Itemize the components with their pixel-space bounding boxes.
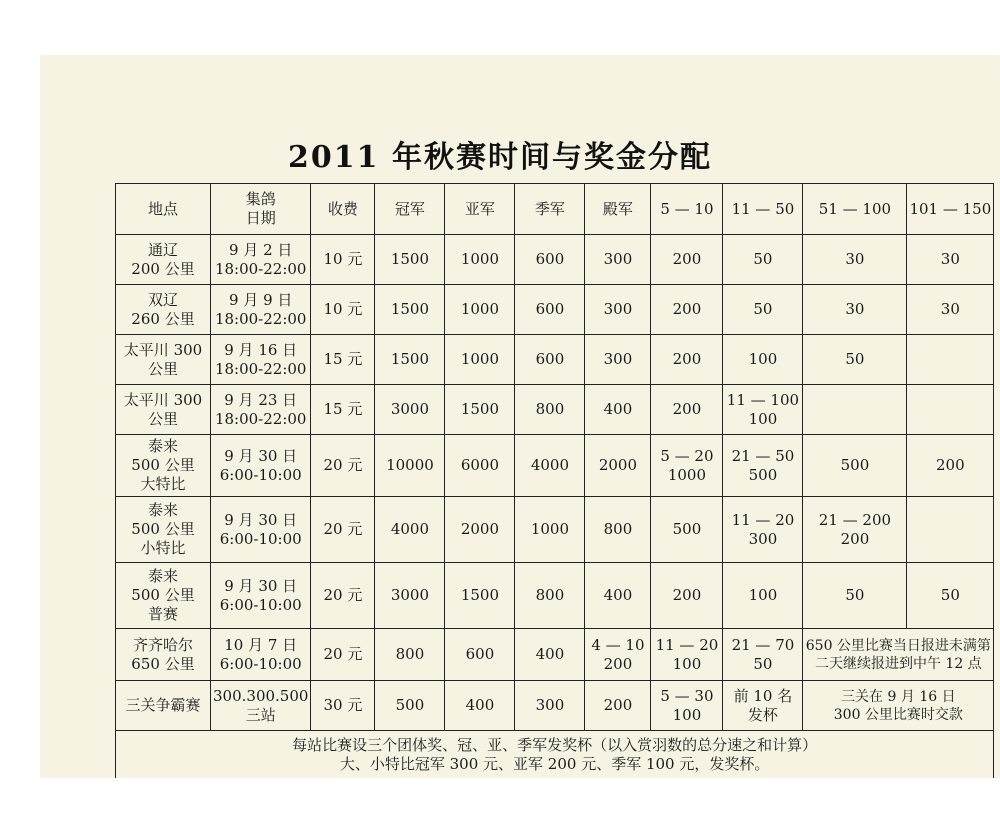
- table-cell-fee: 30 元: [311, 681, 375, 731]
- table-cell-second: 1000: [445, 235, 515, 285]
- table-cell-first: 1500: [375, 285, 445, 335]
- table-cell-r5-10: 5 — 20 1000: [651, 435, 723, 497]
- table-cell-r5-10: 5 — 30 100: [651, 681, 723, 731]
- table-cell-note: 650 公里比赛当日报进未满第 二天继续报进到中午 12 点: [803, 629, 994, 681]
- column-header: 51 — 100: [803, 184, 907, 235]
- table-cell-r51-100: 50: [803, 563, 907, 629]
- table-cell-fee: 20 元: [311, 497, 375, 563]
- column-header: 地点: [116, 184, 211, 235]
- table-cell-r51-100: [803, 385, 907, 435]
- table-cell-r5-10: 11 — 20 100: [651, 629, 723, 681]
- table-cell-fourth: 800: [585, 497, 651, 563]
- table-row: [116, 335, 994, 385]
- table-cell-third: 1000: [515, 497, 585, 563]
- table-cell-fee: 15 元: [311, 385, 375, 435]
- table-cell-second: 1000: [445, 285, 515, 335]
- table-cell-r101-150: [907, 335, 994, 385]
- table-cell-r11-50: 100: [723, 563, 803, 629]
- table-cell-r11-50: 21 — 70 50: [723, 629, 803, 681]
- table-cell-date: 9 月 30 日 6:00-10:00: [211, 435, 311, 497]
- table-row: [116, 629, 994, 681]
- table-cell-r51-100: 21 — 200 200: [803, 497, 907, 563]
- column-header: 集鸽 日期: [211, 184, 311, 235]
- table-cell-r11-50: 11 — 100 100: [723, 385, 803, 435]
- table-cell-third: 800: [515, 563, 585, 629]
- table-cell-date: 9 月 30 日 6:00-10:00: [211, 497, 311, 563]
- table-cell-fourth: 400: [585, 385, 651, 435]
- table-cell-place: 泰来 500 公里 小特比: [116, 497, 211, 563]
- table-cell-r5-10: 200: [651, 335, 723, 385]
- page-title: 2011 年秋赛时间与奖金分配: [288, 140, 712, 175]
- table-cell-fee: 20 元: [311, 629, 375, 681]
- table-cell-r11-50: 11 — 20 300: [723, 497, 803, 563]
- table-cell-place: 泰来 500 公里 大特比: [116, 435, 211, 497]
- table-cell-r5-10: 200: [651, 285, 723, 335]
- table-cell-r101-150: [907, 385, 994, 435]
- table-cell-date: 9 月 30 日 6:00-10:00: [211, 563, 311, 629]
- table-cell-r5-10: 200: [651, 563, 723, 629]
- table-cell-r5-10: 200: [651, 235, 723, 285]
- table-cell-third: 400: [515, 629, 585, 681]
- table-cell-fee: 10 元: [311, 235, 375, 285]
- table-cell-fee: 20 元: [311, 563, 375, 629]
- table-cell-r51-100: 30: [803, 235, 907, 285]
- table-row: [116, 235, 994, 285]
- table-cell-first: 500: [375, 681, 445, 731]
- column-header: 殿军: [585, 184, 651, 235]
- table-cell-date: 9 月 16 日 18:00-22:00: [211, 335, 311, 385]
- table-cell-fourth: 4 — 10 200: [585, 629, 651, 681]
- table-row: [116, 385, 994, 435]
- table-cell-third: 800: [515, 385, 585, 435]
- table-cell-fee: 10 元: [311, 285, 375, 335]
- table-cell-r51-100: 30: [803, 285, 907, 335]
- table-cell-place: 泰来 500 公里 普赛: [116, 563, 211, 629]
- footer-note: [116, 731, 994, 779]
- table-cell-first: 4000: [375, 497, 445, 563]
- table-cell-third: 600: [515, 335, 585, 385]
- table-cell-place: 通辽 200 公里: [116, 235, 211, 285]
- table-cell-r101-150: 30: [907, 235, 994, 285]
- table-cell-second: 1000: [445, 335, 515, 385]
- table-cell-place: 齐齐哈尔 650 公里: [116, 629, 211, 681]
- table-cell-second: 2000: [445, 497, 515, 563]
- table-cell-third: 600: [515, 285, 585, 335]
- table-cell-r11-50: 50: [723, 285, 803, 335]
- table-cell-r11-50: 21 — 50 500: [723, 435, 803, 497]
- table-row: [116, 563, 994, 629]
- table-cell-fee: 15 元: [311, 335, 375, 385]
- table-cell-place: 太平川 300 公里: [116, 335, 211, 385]
- table-cell-second: 1500: [445, 563, 515, 629]
- table-cell-fourth: 300: [585, 235, 651, 285]
- scan-margin: [0, 778, 1000, 835]
- column-header: 101 — 150: [907, 184, 994, 235]
- table-row: [116, 435, 994, 497]
- table-cell-r11-50: 50: [723, 235, 803, 285]
- table-cell-first: 10000: [375, 435, 445, 497]
- table-cell-fourth: 300: [585, 335, 651, 385]
- table-cell-first: 1500: [375, 235, 445, 285]
- column-header: 收费: [311, 184, 375, 235]
- footer-line-2: 大、小特比冠军 300 元、亚军 200 元、季军 100 元，发奖杯。: [339, 754, 770, 773]
- table-cell-third: 300: [515, 681, 585, 731]
- table-cell-second: 1500: [445, 385, 515, 435]
- column-header: 季军: [515, 184, 585, 235]
- table-cell-first: 3000: [375, 385, 445, 435]
- table-row: [116, 497, 994, 563]
- table-cell-place: 双辽 260 公里: [116, 285, 211, 335]
- table-cell-r101-150: [907, 497, 994, 563]
- table-cell-r101-150: 50: [907, 563, 994, 629]
- table-row: [116, 285, 994, 335]
- table-cell-r101-150: 200: [907, 435, 994, 497]
- table-cell-fee: 20 元: [311, 435, 375, 497]
- table-cell-place: 三关争霸赛: [116, 681, 211, 731]
- footer-line-1: 每站比赛设三个团体奖、冠、亚、季军发奖杯（以入赏羽数的总分速之和计算）: [292, 735, 818, 754]
- table-cell-date: 300.300.500 三站: [211, 681, 311, 731]
- table-cell-fourth: 200: [585, 681, 651, 731]
- column-header: 冠军: [375, 184, 445, 235]
- table-cell-second: 6000: [445, 435, 515, 497]
- table-cell-place: 太平川 300 公里: [116, 385, 211, 435]
- column-header: 5 — 10: [651, 184, 723, 235]
- table-cell-r51-100: 50: [803, 335, 907, 385]
- table-cell-r5-10: 200: [651, 385, 723, 435]
- table-cell-third: 600: [515, 235, 585, 285]
- table-cell-date: 10 月 7 日 6:00-10:00: [211, 629, 311, 681]
- table-cell-r51-100: 500: [803, 435, 907, 497]
- table-cell-r11-50: 100: [723, 335, 803, 385]
- footer-row: [116, 731, 994, 779]
- header-row: [116, 184, 994, 235]
- table-cell-fourth: 400: [585, 563, 651, 629]
- table-row: [116, 681, 994, 731]
- table-cell-date: 9 月 23 日 18:00-22:00: [211, 385, 311, 435]
- table-cell-date: 9 月 2 日 18:00-22:00: [211, 235, 311, 285]
- table-cell-note: 三关在 9 月 16 日 300 公里比赛时交款: [803, 681, 994, 731]
- table-cell-second: 600: [445, 629, 515, 681]
- table-cell-first: 800: [375, 629, 445, 681]
- table-cell-second: 400: [445, 681, 515, 731]
- table-cell-r5-10: 500: [651, 497, 723, 563]
- table-cell-r11-50: 前 10 名 发杯: [723, 681, 803, 731]
- table-cell-date: 9 月 9 日 18:00-22:00: [211, 285, 311, 335]
- table-cell-fourth: 300: [585, 285, 651, 335]
- table-cell-r101-150: 30: [907, 285, 994, 335]
- prize-table: [115, 183, 994, 779]
- table-cell-first: 3000: [375, 563, 445, 629]
- column-header: 11 — 50: [723, 184, 803, 235]
- table-cell-third: 4000: [515, 435, 585, 497]
- column-header: 亚军: [445, 184, 515, 235]
- table-cell-fourth: 2000: [585, 435, 651, 497]
- table-cell-first: 1500: [375, 335, 445, 385]
